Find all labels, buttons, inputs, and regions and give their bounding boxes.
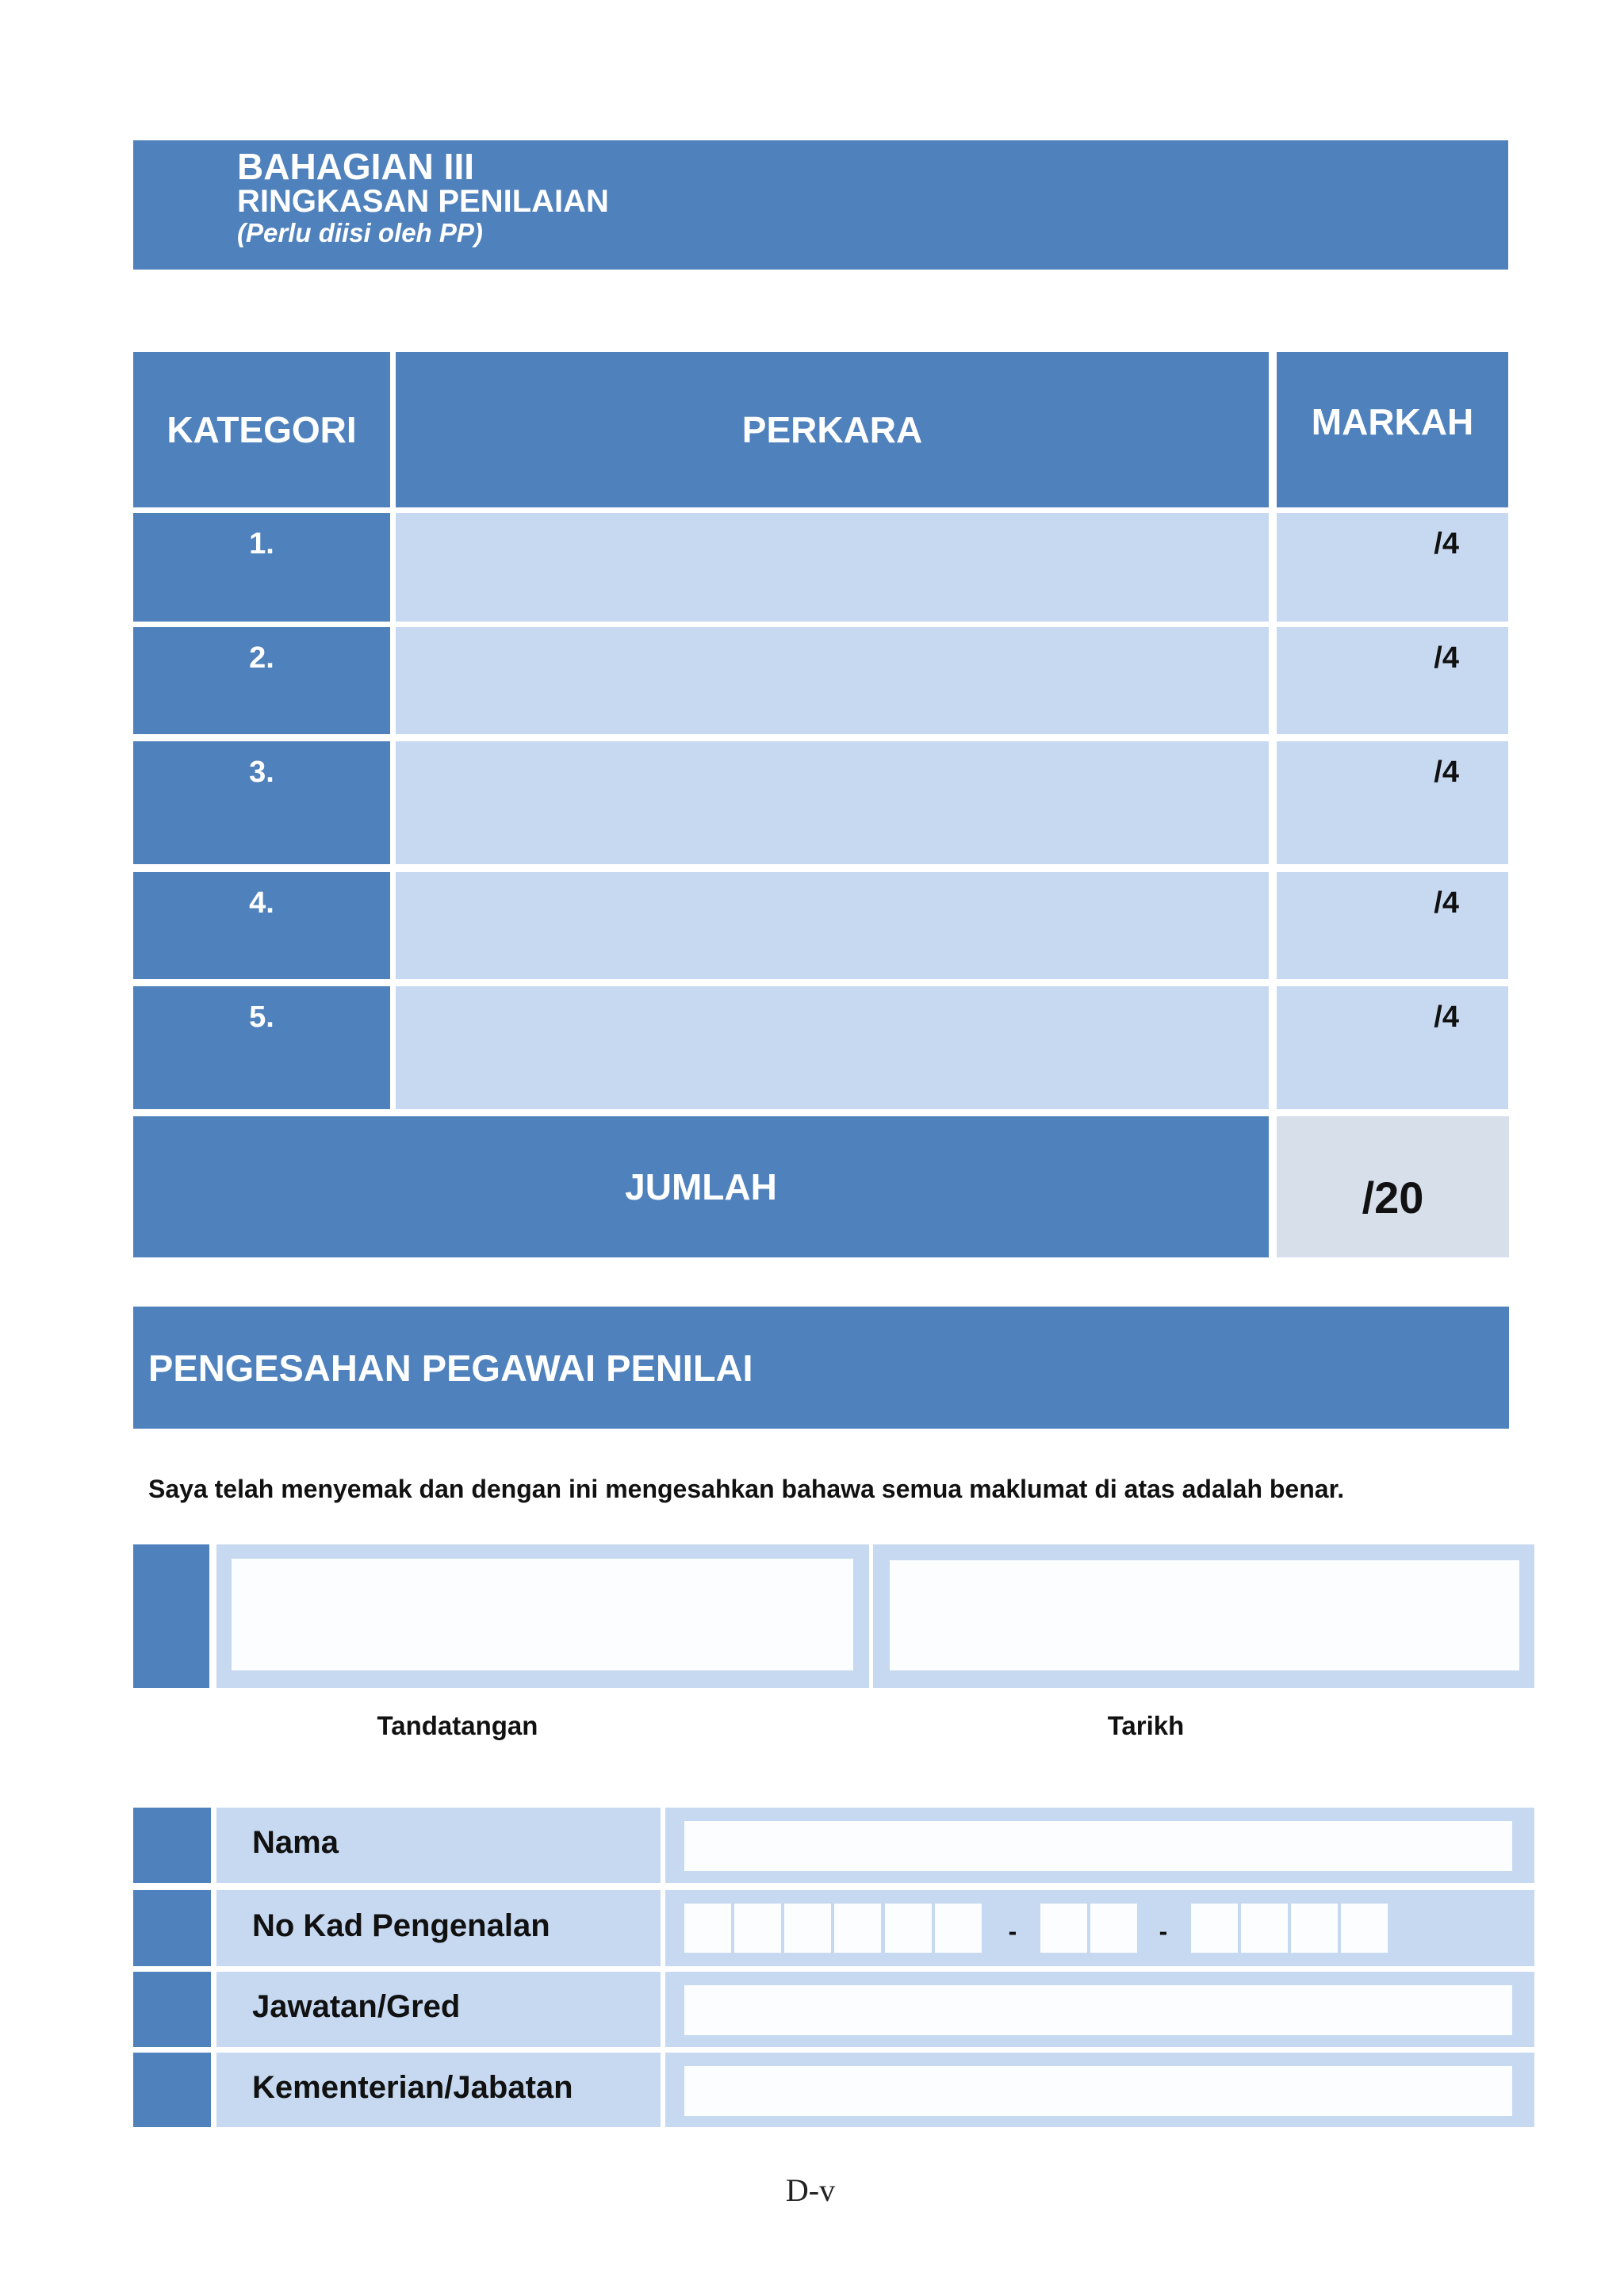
ic-digit-box[interactable]: [885, 1904, 932, 1953]
markah-cell[interactable]: /4: [1277, 513, 1508, 622]
perkara-cell[interactable]: [396, 741, 1269, 864]
section-title: BAHAGIAN III: [237, 146, 474, 187]
kategori-number: 2.: [133, 627, 390, 734]
ic-separator: -: [1008, 1917, 1017, 1946]
section-header: [133, 140, 1508, 270]
kategori-number: 5.: [133, 986, 390, 1109]
header-perkara: PERKARA: [396, 352, 1269, 507]
ic-digit-box[interactable]: [1191, 1904, 1238, 1953]
name-label: Nama: [216, 1808, 661, 1883]
header-markah: MARKAH: [1277, 352, 1508, 507]
total-markah-cell[interactable]: /20: [1277, 1116, 1509, 1257]
info-row-strip: [133, 1890, 211, 1966]
ic-digit-box[interactable]: [1341, 1904, 1388, 1953]
date-box[interactable]: [890, 1560, 1519, 1670]
ic-digit-box[interactable]: [734, 1904, 781, 1953]
name-field[interactable]: [684, 1821, 1512, 1871]
kategori-number: 1.: [133, 513, 390, 622]
ministry-value-cell: [665, 2053, 1534, 2127]
perkara-cell[interactable]: [396, 872, 1269, 979]
section-subtitle: RINGKASAN PENILAIAN: [237, 184, 609, 219]
ic-digit-box[interactable]: [834, 1904, 881, 1953]
info-row-strip: [133, 1972, 211, 2047]
kategori-number: 3.: [133, 741, 390, 864]
ic-separator: -: [1159, 1917, 1168, 1946]
signature-row-strip: [133, 1544, 209, 1688]
info-row-strip: [133, 2053, 211, 2127]
date-label: Tarikh: [1107, 1711, 1185, 1740]
perkara-cell[interactable]: [396, 986, 1269, 1109]
ic-digit-box[interactable]: [1090, 1904, 1137, 1953]
ic-digit-box[interactable]: [1040, 1904, 1087, 1953]
section-note: (Perlu diisi oleh PP): [237, 218, 483, 247]
info-row-strip: [133, 1808, 211, 1883]
ic-digit-box[interactable]: [684, 1904, 731, 1953]
ic-digit-box[interactable]: [1241, 1904, 1288, 1953]
ic-digit-box[interactable]: [935, 1904, 982, 1953]
signature-cell: [216, 1544, 869, 1688]
date-cell: [873, 1544, 1534, 1688]
signature-label: Tandatangan: [377, 1711, 538, 1740]
perkara-cell[interactable]: [396, 513, 1269, 622]
markah-cell[interactable]: /4: [1277, 741, 1508, 864]
endorsement-title: PENGESAHAN PEGAWAI PENILAI: [133, 1307, 1509, 1429]
markah-cell[interactable]: /4: [1277, 986, 1508, 1109]
position-value-cell: [665, 1972, 1534, 2047]
position-field[interactable]: [684, 1985, 1512, 2035]
perkara-cell[interactable]: [396, 627, 1269, 734]
total-label: JUMLAH: [133, 1116, 1269, 1257]
signature-box[interactable]: [232, 1559, 853, 1670]
ic-value-cell: [665, 1890, 1534, 1966]
endorsement-statement: Saya telah menyemak dan dengan ini mengesahkan bahawa semua maklumat di atas adalah benar.: [148, 1475, 1345, 1503]
ministry-label: Kementerian/Jabatan: [216, 2053, 661, 2127]
name-value-cell: [665, 1808, 1534, 1883]
ic-digit-box[interactable]: [1291, 1904, 1338, 1953]
header-kategori: KATEGORI: [133, 352, 390, 507]
ministry-field[interactable]: [684, 2066, 1512, 2116]
markah-cell[interactable]: /4: [1277, 627, 1508, 734]
position-label: Jawatan/Gred: [216, 1972, 661, 2047]
markah-cell[interactable]: /4: [1277, 872, 1508, 979]
page-number: D-v: [785, 2172, 836, 2208]
ic-digit-box[interactable]: [784, 1904, 831, 1953]
ic-label: No Kad Pengenalan: [216, 1890, 661, 1966]
kategori-number: 4.: [133, 872, 390, 979]
